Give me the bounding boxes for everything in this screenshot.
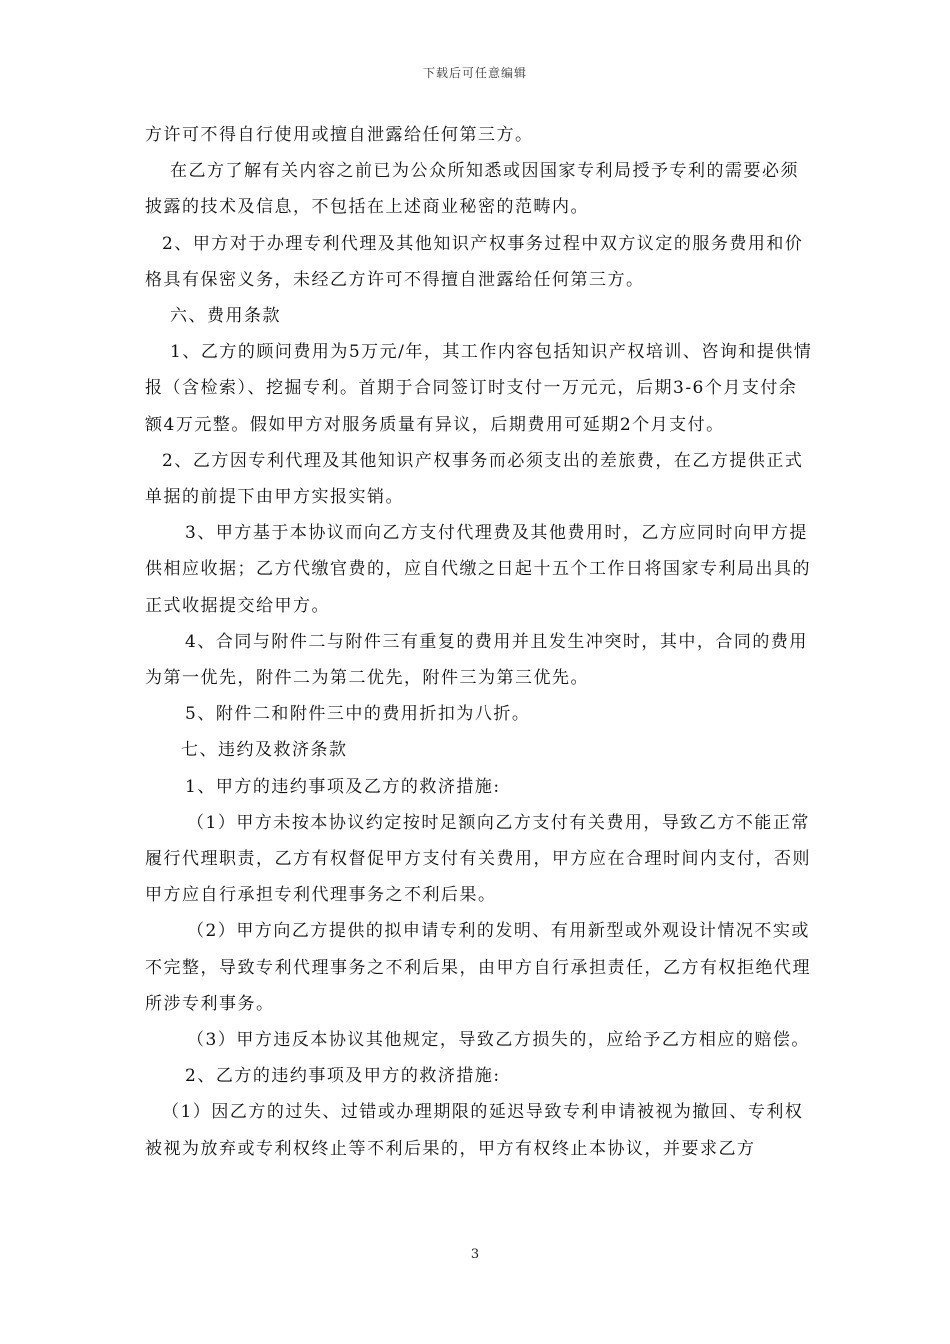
paragraph-fees-3: 3、甲方基于本协议而向乙方支付代理费及其他费用时，乙方应同时向甲方提供相应收据；乙方代缴官费的，应自代缴之日起十五个工作日将国家专利局出具的正式收据提交给甲方。 [145, 523, 811, 616]
document-body [145, 117, 813, 1167]
paragraph-public-knowledge: 在乙方了解有关内容之前已为公众所知悉或因国家专利局授予专利的需要必须披露的技术及信息，不包括在上述商业秘密的范畴内。 [145, 161, 799, 218]
paragraph-fees-5: 5、附件二和附件三中的费用折扣为八折。 [185, 704, 531, 725]
paragraph-continuation: 方许可不得自行使用或擅自泄露给任何第三方。 [145, 125, 534, 145]
paragraph-fees-4: 4、合同与附件二与附件三有重复的费用并且发生冲突时，其中，合同的费用为第一优先，附件二为第二优先，附件三为第三优先。 [145, 631, 808, 689]
page-number: 3 [470, 1247, 480, 1262]
paragraph-confidentiality-2: 2、甲方对于办理专利代理及其他知识产权事务过程中双方议定的服务费用和价格具有保密义务，未经乙方许可不得擅自泄露给任何第三方。 [145, 233, 804, 290]
section-heading-breach: 七、违约及救济条款 [181, 740, 348, 761]
paragraph-fees-2: 2、乙方因专利代理及其他知识产权事务而必须支出的差旅费，在乙方提供正式单据的前提下由甲方实报实销。 [145, 450, 804, 508]
paragraph-breach-party-a: 1、甲方的违约事项及乙方的救济措施: [185, 776, 501, 797]
paragraph-breach-b-1: （1）因乙方的过失、过错或办理期限的延迟导致专利申请被视为撤回、专利权被视为放弃或专利权终止等不利后果的，甲方有权终止本协议，并要求乙方 [145, 1102, 804, 1159]
paragraph-breach-a-3: （3）甲方违反本协议其他规定，导致乙方损失的，应给予乙方相应的赔偿。 [187, 1030, 810, 1051]
page-header-note: 下载后可任意编辑 [422, 66, 527, 80]
paragraph-breach-a-1: （1）甲方未按本协议约定按时足额向乙方支付有关费用，导致乙方不能正常履行代理职责，乙方有权督促甲方支付有关费用，甲方应在合理时间内支付，否则甲方应自行承担专利代理事务之不利后果。 [145, 812, 811, 906]
paragraph-breach-party-b: 2、乙方的违约事项及甲方的救济措施: [185, 1066, 501, 1087]
paragraph-fees-1: 1、乙方的顾问费用为5万元/年，其工作内容包括知识产权培训、咨询和提供情报（含检索）、挖掘专利。首期于合同签订时支付一万元元，后期3-6个月支付余额4万元整。假如甲方对服务质量有异议，后期费用可延期2个月支付。 [145, 342, 813, 435]
paragraph-breach-a-2: （2）甲方向乙方提供的拟申请专利的发明、有用新型或外观设计情况不实或不完整，导致专利代理事务之不利后果，由甲方自行承担责任，乙方有权拒绝代理所涉专利事务。 [145, 921, 811, 1014]
section-heading-fees: 六、费用条款 [170, 306, 281, 327]
